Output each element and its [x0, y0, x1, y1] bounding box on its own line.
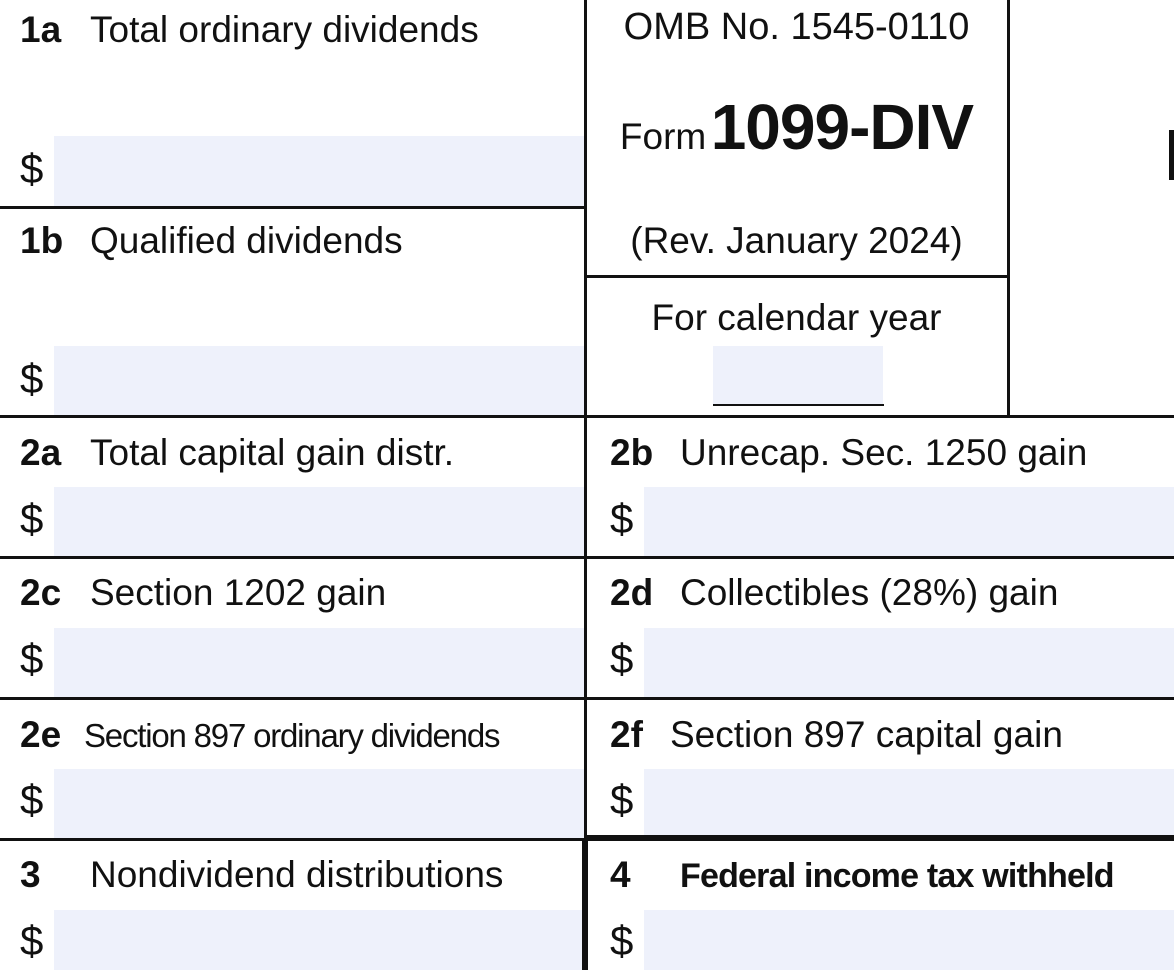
box-4-text: Federal income tax withheld — [680, 857, 1114, 895]
box-1a-label — [20, 11, 479, 48]
calendar-year-input[interactable] — [713, 346, 883, 406]
box-3-dollar-sign: $ — [20, 917, 44, 964]
box-2d-input[interactable] — [644, 628, 1174, 697]
box-2a-number: 2a — [20, 432, 62, 473]
box-3-label — [20, 856, 503, 893]
edge-mark-right — [1169, 130, 1174, 180]
box-1b-number: 1b — [20, 220, 64, 261]
divider-1a-1b — [0, 206, 586, 209]
form-revision: (Rev. January 2024) — [630, 220, 963, 261]
box-2c-text: Section 1202 gain — [90, 572, 387, 613]
box-2b-text: Unrecap. Sec. 1250 gain — [680, 432, 1088, 473]
box-2f-dollar-sign: $ — [610, 776, 634, 823]
box-1b-label — [20, 222, 403, 259]
box-1b-dollar-sign: $ — [20, 355, 44, 402]
box-2f-number: 2f — [610, 714, 643, 755]
box-2a-dollar-sign: $ — [20, 495, 44, 542]
form-name: 1099-DIV — [710, 91, 974, 163]
divider-header-right — [1007, 0, 1010, 416]
box-2b-dollar-sign: $ — [610, 495, 634, 542]
calendar-year-underline — [713, 404, 884, 406]
box-1a-number: 1a — [20, 9, 62, 50]
box-2a-input[interactable] — [54, 487, 584, 556]
box-2a-label — [20, 434, 454, 471]
box-2e-text: Section 897 ordinary dividends — [84, 717, 500, 754]
calendar-year-label: For calendar year — [651, 297, 942, 338]
omb-number: OMB No. 1545-0110 — [623, 6, 970, 48]
box-2d-dollar-sign: $ — [610, 635, 634, 682]
box-4-input[interactable] — [644, 910, 1174, 970]
box-2c-number: 2c — [20, 572, 62, 613]
box-2f-text: Section 897 capital gain — [670, 714, 1063, 755]
box-1a-input[interactable] — [54, 136, 584, 206]
box-2e-label — [20, 716, 499, 753]
box-2b-label — [610, 434, 1087, 471]
box-2e-input[interactable] — [54, 769, 584, 838]
box-4-dollar-sign: $ — [610, 917, 634, 964]
box-2e-dollar-sign: $ — [20, 776, 44, 823]
form-word: Form — [619, 116, 707, 157]
box-2d-label — [610, 574, 1058, 611]
box-2c-label — [20, 574, 386, 611]
box-4-label — [610, 856, 1114, 893]
box-3-number: 3 — [20, 854, 41, 895]
box-1b-input[interactable] — [54, 346, 584, 415]
box-2f-input[interactable] — [644, 769, 1174, 835]
box-4-number: 4 — [610, 854, 631, 895]
box-1b-text: Qualified dividends — [90, 220, 403, 261]
box-2b-number: 2b — [610, 432, 654, 473]
divider-row-3 — [0, 838, 586, 841]
box-2d-text: Collectibles (28%) gain — [680, 572, 1059, 613]
divider-row-2e — [0, 697, 1174, 700]
box-1a-text: Total ordinary dividends — [90, 9, 479, 50]
box-2d-number: 2d — [610, 572, 654, 613]
box-2c-input[interactable] — [54, 628, 584, 697]
box-2e-number: 2e — [20, 714, 62, 755]
divider-revision-year — [586, 275, 1009, 278]
box-2f-label — [610, 716, 1063, 753]
form-title — [586, 91, 1007, 163]
divider-row-2c — [0, 556, 1174, 559]
box-4-left-border — [582, 835, 588, 970]
box-3-input[interactable] — [54, 910, 582, 970]
divider-row-2a — [0, 415, 1174, 418]
box-3-text: Nondividend distributions — [90, 854, 504, 895]
box-2b-input[interactable] — [644, 487, 1174, 556]
box-2a-text: Total capital gain distr. — [90, 432, 455, 473]
box-1a-dollar-sign: $ — [20, 145, 44, 192]
box-4-top-border — [584, 835, 1174, 841]
box-2c-dollar-sign: $ — [20, 635, 44, 682]
